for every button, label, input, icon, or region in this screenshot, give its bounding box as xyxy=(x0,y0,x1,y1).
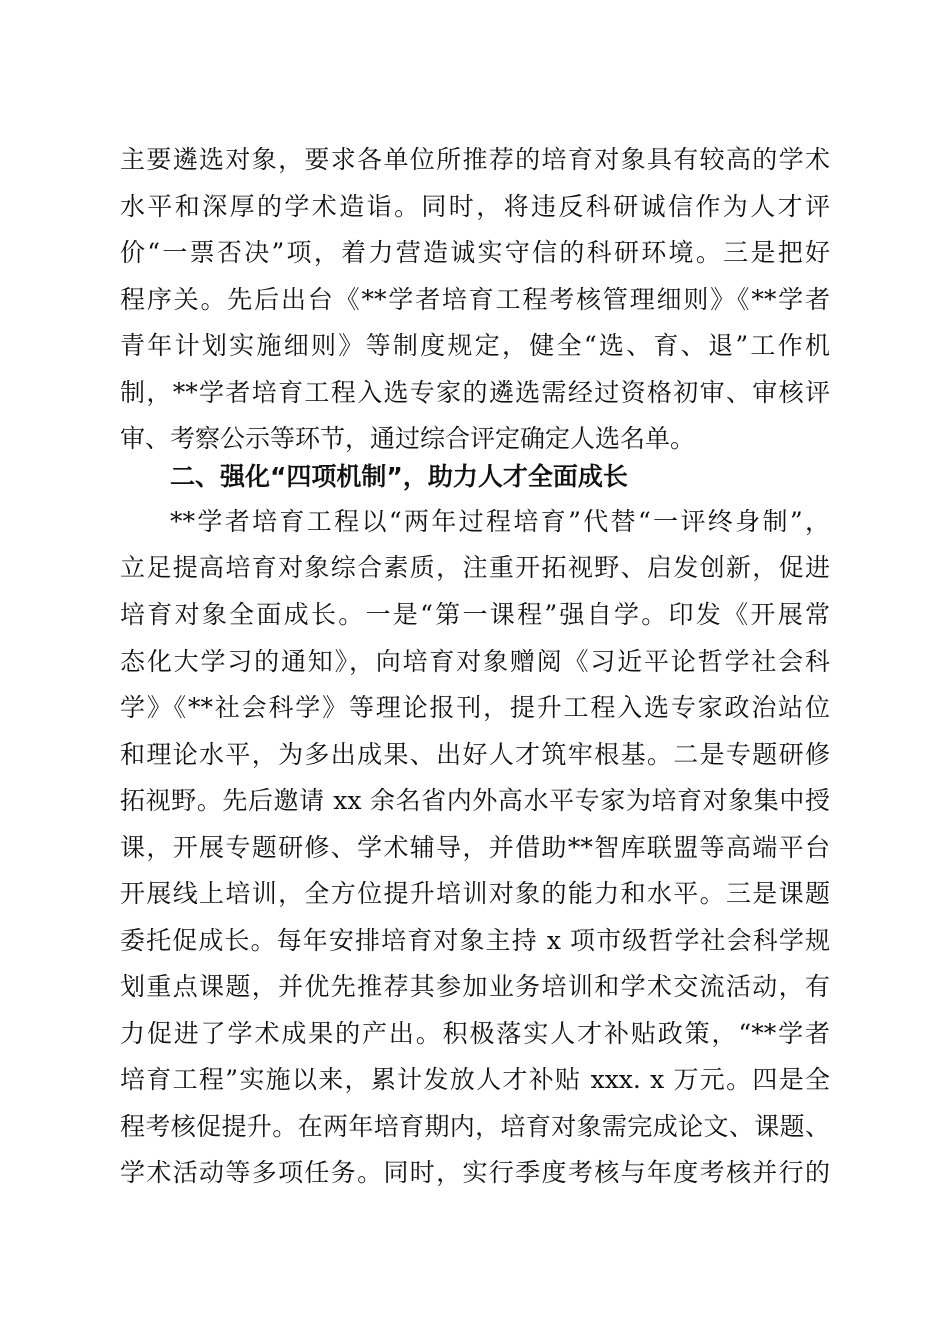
paragraph-1-line-1: 主要遴选对象，要求各单位所推荐的培育对象具有较高的学术 xyxy=(120,145,830,174)
paragraph-2-line-15: 学术活动等多项任务。同时，实行季度考核与年度考核并行的 xyxy=(120,1158,830,1187)
paragraph-2-line-14: 程考核促提升。在两年培育期内，培育对象需完成论文、课题、 xyxy=(120,1112,830,1141)
paragraph-2-line-10: 委托促成长。每年安排培育对象主持 x 项市级哲学社会科学规 xyxy=(120,926,830,955)
section-heading: 二、强化“四项机制”，助力人才全面成长 xyxy=(170,462,628,491)
paragraph-2-line-11: 划重点课题，并优先推荐其参加业务培训和学术交流活动，有 xyxy=(120,972,830,1001)
paragraph-2-line-7: 拓视野。先后邀请 xx 余名省内外高水平专家为培育对象集中授 xyxy=(120,786,830,815)
paragraph-2-line-9: 开展线上培训，全方位提升培训对象的能力和水平。三是课题 xyxy=(120,879,830,908)
paragraph-2-line-12: 力促进了学术成果的产出。积极落实人才补贴政策，“**学者 xyxy=(120,1019,830,1048)
paragraph-1-line-6: 制，**学者培育工程入选专家的遴选需经过资格初审、审核评 xyxy=(120,378,830,407)
paragraph-2-line-3: 培育对象全面成长。一是“第一课程”强自学。印发《开展常 xyxy=(120,600,830,629)
paragraph-1-line-7: 审、考察公示等环节，通过综合评定确定人选名单。 xyxy=(120,424,696,453)
paragraph-2-line-4: 态化大学习的通知》，向培育对象赠阅《习近平论哲学社会科 xyxy=(120,647,830,676)
paragraph-1-line-3: 价“一票否决”项，着力营造诚实守信的科研环境。三是把好 xyxy=(120,238,830,267)
paragraph-1-line-4: 程序关。先后出台《**学者培育工程考核管理细则》《**学者 xyxy=(120,285,830,314)
paragraph-2-line-13: 培育工程”实施以来，累计发放人才补贴 xxx. x 万元。四是全 xyxy=(120,1065,830,1094)
paragraph-2-line-2: 立足提高培育对象综合素质，注重开拓视野、启发创新，促进 xyxy=(120,553,830,582)
paragraph-2-line-1: **学者培育工程以“两年过程培育”代替“一评终身制”， xyxy=(170,507,830,536)
paragraph-2-line-5: 学》《**社会科学》等理论报刊，提升工程入选专家政治站位 xyxy=(120,693,830,722)
paragraph-1-line-5: 青年计划实施细则》等制度规定，健全“选、育、退”工作机 xyxy=(120,331,830,360)
paragraph-2-line-8: 课，开展专题研修、学术辅导，并借助**智库联盟等高端平台 xyxy=(120,833,830,862)
paragraph-2-line-6: 和理论水平，为多出成果、出好人才筑牢根基。二是专题研修 xyxy=(120,740,830,769)
paragraph-1-line-2: 水平和深厚的学术造诣。同时，将违反科研诚信作为人才评 xyxy=(120,192,830,221)
